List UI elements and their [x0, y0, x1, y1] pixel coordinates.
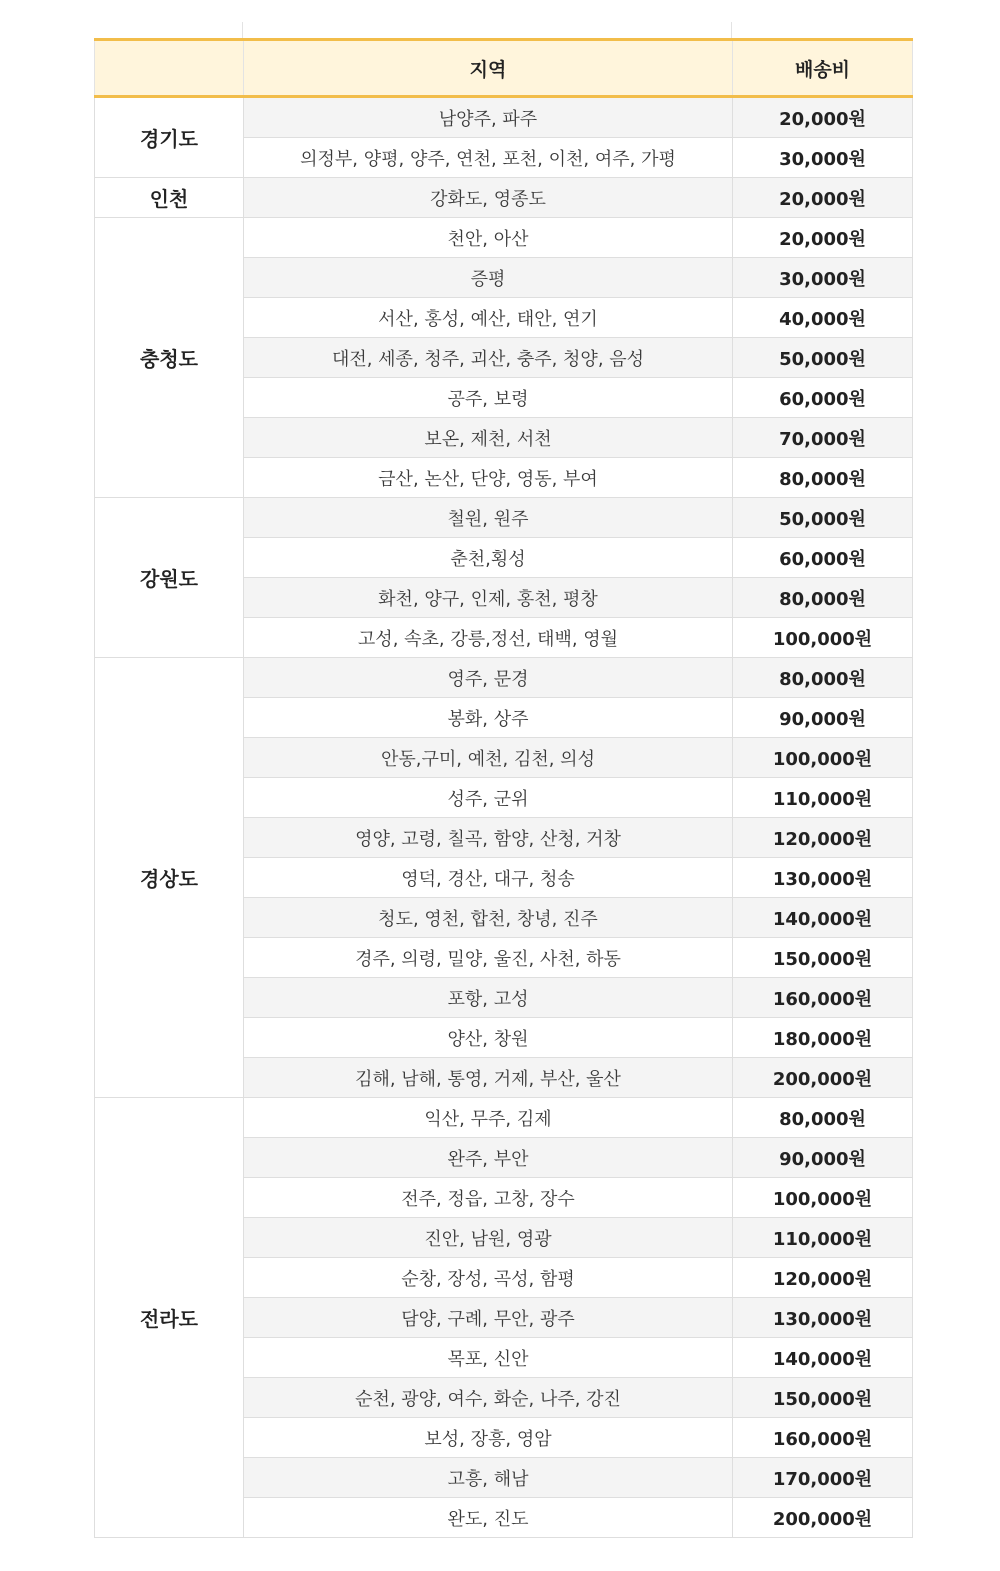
fee-cell: 150,000원	[733, 1378, 913, 1418]
region-cell: 완주, 부안	[244, 1138, 733, 1178]
region-cell: 영양, 고령, 칠곡, 함양, 산청, 거창	[244, 818, 733, 858]
fee-cell: 200,000원	[733, 1058, 913, 1098]
region-cell: 청도, 영천, 합천, 창녕, 진주	[244, 898, 733, 938]
region-cell: 보온, 제천, 서천	[244, 418, 733, 458]
fee-cell: 140,000원	[733, 1338, 913, 1378]
fee-cell: 160,000원	[733, 1418, 913, 1458]
region-cell: 대전, 세종, 청주, 괴산, 충주, 청양, 음성	[244, 338, 733, 378]
table-row	[95, 1098, 913, 1138]
fee-cell: 20,000원	[733, 178, 913, 218]
fee-cell: 30,000원	[733, 258, 913, 298]
fee-cell: 100,000원	[733, 618, 913, 658]
fee-cell: 90,000원	[733, 698, 913, 738]
table-row	[95, 658, 913, 698]
table-row	[95, 218, 913, 258]
province-cell: 충청도	[95, 218, 244, 498]
fee-cell: 120,000원	[733, 818, 913, 858]
fee-cell: 150,000원	[733, 938, 913, 978]
fee-cell: 180,000원	[733, 1018, 913, 1058]
region-cell: 화천, 양구, 인제, 홍천, 평창	[244, 578, 733, 618]
fee-cell: 20,000원	[733, 218, 913, 258]
fee-cell: 50,000원	[733, 498, 913, 538]
fee-cell: 30,000원	[733, 138, 913, 178]
region-cell: 공주, 보령	[244, 378, 733, 418]
region-cell: 순천, 광양, 여수, 화순, 나주, 강진	[244, 1378, 733, 1418]
region-cell: 완도, 진도	[244, 1498, 733, 1538]
region-cell: 전주, 정읍, 고창, 장수	[244, 1178, 733, 1218]
region-cell: 담양, 구례, 무안, 광주	[244, 1298, 733, 1338]
province-cell: 인천	[95, 178, 244, 218]
region-cell: 고성, 속초, 강릉,정선, 태백, 영월	[244, 618, 733, 658]
region-cell: 목포, 신안	[244, 1338, 733, 1378]
fee-cell: 80,000원	[733, 578, 913, 618]
fee-cell: 130,000원	[733, 1298, 913, 1338]
region-cell: 익산, 무주, 김제	[244, 1098, 733, 1138]
province-cell: 경상도	[95, 658, 244, 1098]
region-cell: 양산, 창원	[244, 1018, 733, 1058]
fee-cell: 50,000원	[733, 338, 913, 378]
header-region-cell: 지역	[244, 40, 733, 97]
table-header	[95, 40, 913, 97]
fee-cell: 80,000원	[733, 458, 913, 498]
region-cell: 김해, 남해, 통영, 거제, 부산, 울산	[244, 1058, 733, 1098]
province-cell: 전라도	[95, 1098, 244, 1538]
fee-cell: 120,000원	[733, 1258, 913, 1298]
region-cell: 안동,구미, 예천, 김천, 의성	[244, 738, 733, 778]
table-row	[95, 178, 913, 218]
region-cell: 서산, 홍성, 예산, 태안, 연기	[244, 298, 733, 338]
fee-cell: 110,000원	[733, 1218, 913, 1258]
region-cell: 천안, 아산	[244, 218, 733, 258]
region-cell: 금산, 논산, 단양, 영동, 부여	[244, 458, 733, 498]
fee-cell: 90,000원	[733, 1138, 913, 1178]
fee-cell: 110,000원	[733, 778, 913, 818]
region-cell: 봉화, 상주	[244, 698, 733, 738]
region-cell: 포항, 고성	[244, 978, 733, 1018]
region-cell: 강화도, 영종도	[244, 178, 733, 218]
province-cell: 경기도	[95, 97, 244, 178]
fee-cell: 100,000원	[733, 738, 913, 778]
region-cell: 영덕, 경산, 대구, 청송	[244, 858, 733, 898]
header-row	[95, 40, 913, 97]
region-cell: 영주, 문경	[244, 658, 733, 698]
fee-cell: 80,000원	[733, 658, 913, 698]
fee-cell: 160,000원	[733, 978, 913, 1018]
region-cell: 보성, 장흥, 영암	[244, 1418, 733, 1458]
column-guide-line	[242, 22, 243, 39]
fee-cell: 70,000원	[733, 418, 913, 458]
table-row	[95, 97, 913, 138]
shipping-fee-table	[94, 38, 913, 1538]
region-cell: 성주, 군위	[244, 778, 733, 818]
header-fee-cell: 배송비	[733, 40, 913, 97]
region-cell: 춘천,횡성	[244, 538, 733, 578]
region-cell: 남양주, 파주	[244, 97, 733, 138]
fee-cell: 20,000원	[733, 97, 913, 138]
fee-cell: 170,000원	[733, 1458, 913, 1498]
fee-cell: 130,000원	[733, 858, 913, 898]
region-cell: 의정부, 양평, 양주, 연천, 포천, 이천, 여주, 가평	[244, 138, 733, 178]
fee-cell: 40,000원	[733, 298, 913, 338]
region-cell: 고흥, 해남	[244, 1458, 733, 1498]
fee-cell: 100,000원	[733, 1178, 913, 1218]
fee-cell: 140,000원	[733, 898, 913, 938]
fee-cell: 200,000원	[733, 1498, 913, 1538]
region-cell: 순창, 장성, 곡성, 함평	[244, 1258, 733, 1298]
table-row	[95, 498, 913, 538]
fee-cell: 60,000원	[733, 378, 913, 418]
fee-cell: 80,000원	[733, 1098, 913, 1138]
column-guide-line	[731, 22, 732, 39]
fee-cell: 60,000원	[733, 538, 913, 578]
table-body	[95, 97, 913, 1538]
province-cell: 강원도	[95, 498, 244, 658]
region-cell: 증평	[244, 258, 733, 298]
header-province-cell	[95, 40, 244, 97]
region-cell: 경주, 의령, 밀양, 울진, 사천, 하동	[244, 938, 733, 978]
region-cell: 진안, 남원, 영광	[244, 1218, 733, 1258]
region-cell: 철원, 원주	[244, 498, 733, 538]
